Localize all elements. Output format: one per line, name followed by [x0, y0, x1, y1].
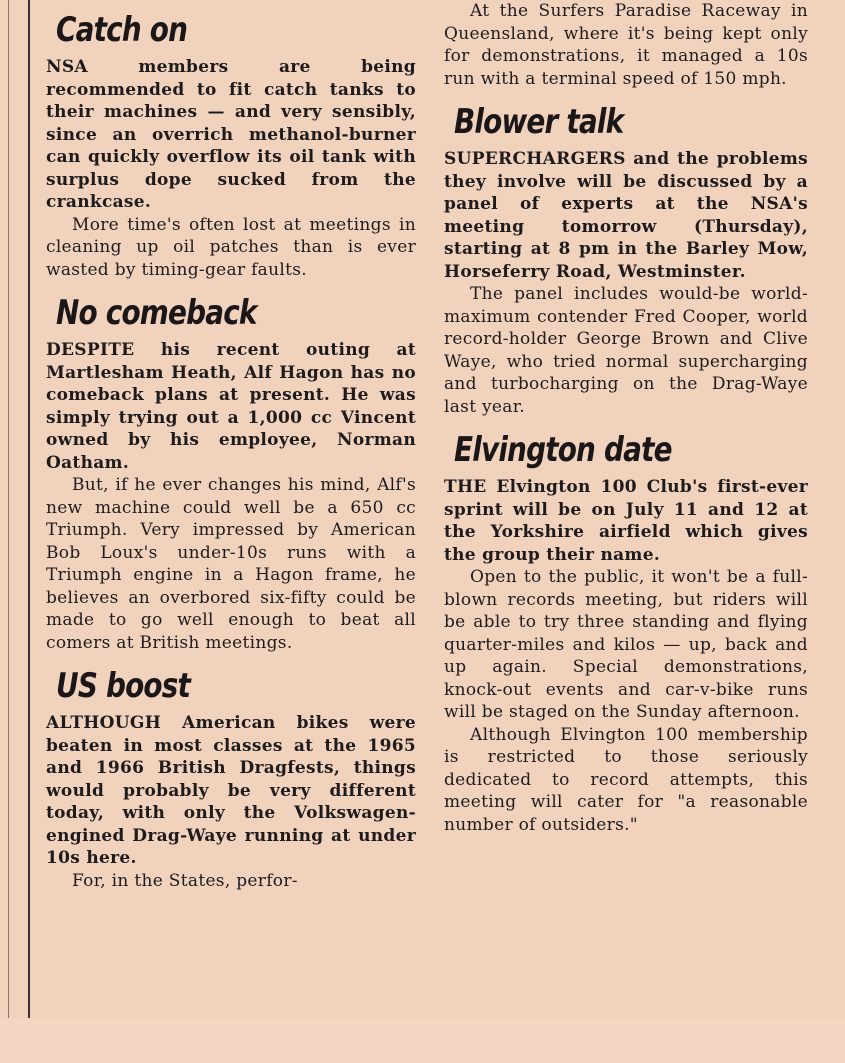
headline-no-comeback: No comeback: [56, 293, 257, 333]
page-edge-line: [8, 0, 9, 1018]
page-bottom-margin: [0, 1018, 845, 1063]
article-elvington-date: [444, 428, 808, 836]
left-column: [46, 8, 416, 902]
continued-text: At the Surfers Paradise Raceway in Queensland, where it's being kept only for demonstrations, it managed a 10s run with a terminal speed of 150 mph.: [444, 1, 808, 89]
catch-on-lead: NSA members are being recommended to fit catch tanks to their machines — and very sensibly, since an overrich methanol-burner can quickly overflow its oil tank with surplus dope sucked from the crankcase.: [46, 57, 416, 212]
headline-catch-on: Catch on: [56, 10, 188, 50]
us-boost-lead: ALTHOUGH American bikes were beaten in most classes at the 1965 and 1966 British Dragfests, things would probably be very different today, with only the Volkswagen-engined Drag-Waye running at under 10s here.: [46, 713, 416, 868]
headline-us-boost: US boost: [56, 666, 191, 706]
article-continued: [444, 0, 808, 90]
article-us-boost: [46, 664, 416, 892]
blower-talk-lead: SUPERCHARGERS and the problems they involve will be discussed by a panel of experts at the NSA's meeting tomorrow (Thursday), starting at 8 pm in the Barley Mow, Horseferry Road, Westminster.: [444, 149, 808, 282]
blower-talk-body: The panel includes would-be world-maximum contender Fred Cooper, world record-holder George Brown and Clive Waye, who tried normal supercharging and turbocharging on the Drag-Waye last year.: [444, 284, 808, 417]
column-rule: [28, 0, 30, 1018]
no-comeback-body: But, if he ever changes his mind, Alf's new machine could well be a 650 cc Triumph. Very impressed by American Bob Loux's under-10s runs with a Triumph engine in a Hagon frame, he believes an overbored six-fifty could be made to go well enough to beat all comers at British meetings.: [46, 475, 416, 653]
elvington-lead: THE Elvington 100 Club's first-ever sprint will be on July 11 and 12 at the Yorkshire airfield which gives the group their name.: [444, 477, 808, 565]
article-blower-talk: [444, 100, 808, 418]
elvington-body-2: Although Elvington 100 membership is restricted to those seriously dedicated to record attempts, this meeting will cater for "a reasonable number of outsiders.": [444, 724, 808, 835]
headline-elvington-date: Elvington date: [454, 430, 672, 470]
no-comeback-lead: DESPITE his recent outing at Martlesham Heath, Alf Hagon has no comeback plans at present. He was simply trying out a 1,000 cc Vincent owned by his employee, Norman Oatham.: [46, 340, 416, 473]
us-boost-body: For, in the States, perfor-: [72, 870, 298, 891]
catch-on-body: More time's often lost at meetings in cleaning up oil patches than is ever wasted by timing-gear faults.: [46, 214, 416, 280]
elvington-body-1: Open to the public, it won't be a full-blown records meeting, but riders will be able to try three standing and flying quarter-miles and kilos — up, back and up again. Special demonstrations, knock-out events and car-v-bike runs will be staged on the Sunday afternoon.: [444, 567, 808, 722]
article-no-comeback: [46, 291, 416, 654]
right-column: [444, 0, 808, 846]
headline-blower-talk: Blower talk: [454, 102, 624, 142]
article-catch-on: [46, 8, 416, 281]
